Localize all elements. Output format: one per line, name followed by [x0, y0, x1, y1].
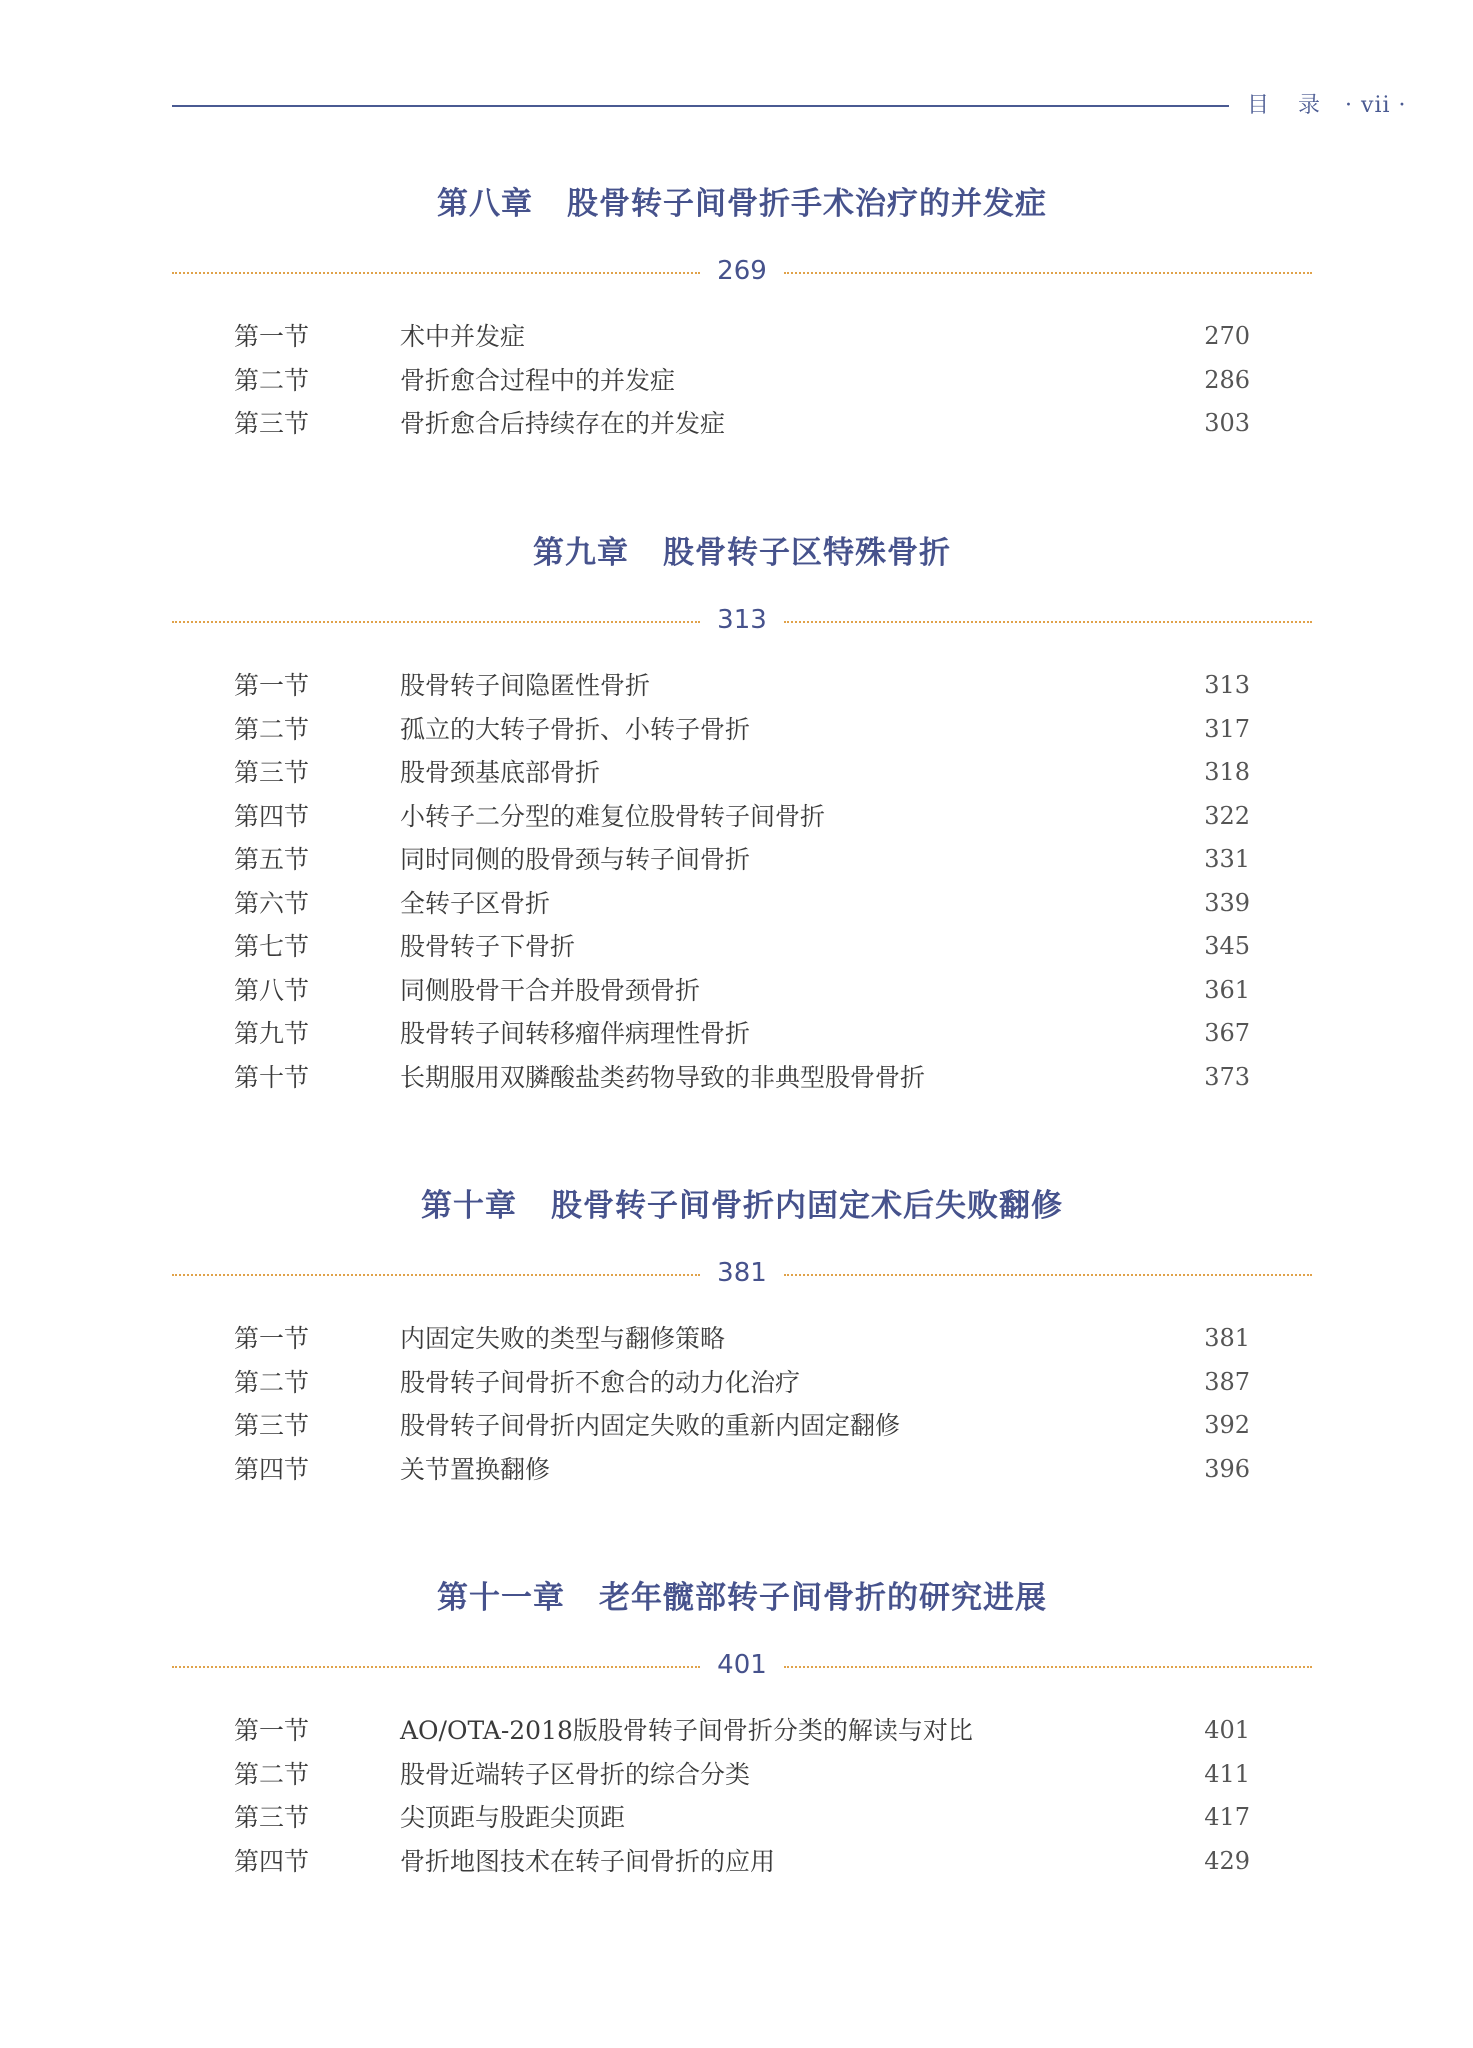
- section-page: 318: [1204, 758, 1250, 786]
- section-number: 第八节: [234, 975, 310, 1005]
- chapter-heading[interactable]: [172, 1183, 1312, 1229]
- section-number: 第二节: [234, 1759, 310, 1789]
- section-title: 术中并发症: [400, 322, 526, 351]
- chapter-page-row: [172, 1645, 1312, 1685]
- section-number: 第二节: [234, 1367, 310, 1397]
- section-title: 股骨转子间转移瘤伴病理性骨折: [400, 1019, 751, 1048]
- section-page: 270: [1204, 322, 1250, 350]
- section-title: 小转子二分型的难复位股骨转子间骨折: [400, 801, 826, 831]
- section-title: 股骨转子间骨折内固定失败的重新内固定翻修: [400, 1411, 901, 1440]
- chapter-number: 第十章: [421, 1188, 517, 1224]
- section-number: 第一节: [234, 671, 310, 700]
- chapter-number: 第八章: [437, 186, 533, 222]
- header-rule: [172, 105, 1229, 107]
- section-page: 392: [1204, 1411, 1250, 1439]
- chapter-page-row: [172, 251, 1312, 291]
- section-title: 骨折地图技术在转子间骨折的应用: [400, 1846, 776, 1876]
- section-entry[interactable]: [172, 1840, 1312, 1884]
- section-page: 345: [1204, 932, 1250, 960]
- chapter-11: [172, 1575, 1312, 1883]
- section-entry[interactable]: [172, 1753, 1312, 1797]
- section-entry[interactable]: [172, 969, 1312, 1013]
- section-number: 第二节: [234, 365, 310, 395]
- section-number: 第一节: [234, 322, 310, 351]
- section-number: 第六节: [234, 888, 310, 918]
- section-title: 同时同侧的股骨颈与转子间骨折: [400, 845, 751, 874]
- chapter-title: 股骨转子区特殊骨折: [663, 535, 951, 571]
- section-page: 429: [1204, 1846, 1250, 1875]
- section-list: [172, 1317, 1312, 1491]
- dotted-leader: [784, 1274, 1312, 1276]
- section-title: 股骨颈基底部骨折: [400, 758, 601, 787]
- section-entry[interactable]: [172, 1361, 1312, 1405]
- section-page: 417: [1204, 1803, 1250, 1831]
- section-title: 同侧股骨干合并股骨颈骨折: [400, 975, 701, 1005]
- section-page: 322: [1204, 801, 1250, 830]
- section-number: 第九节: [234, 1019, 310, 1048]
- section-title: 骨折愈合过程中的并发症: [400, 365, 676, 395]
- header-label: 录: [1298, 93, 1322, 118]
- section-entry[interactable]: [172, 1056, 1312, 1100]
- dotted-leader: [784, 1666, 1312, 1668]
- header-text: [1247, 88, 1407, 119]
- chapter-title: 股骨转子间骨折手术治疗的并发症: [567, 186, 1047, 222]
- chapter-8: [172, 181, 1312, 446]
- chapter-10: [172, 1183, 1312, 1491]
- section-entry[interactable]: [172, 1448, 1312, 1492]
- dotted-leader: [784, 272, 1312, 274]
- section-title: 股骨近端转子区骨折的综合分类: [400, 1759, 751, 1789]
- section-number: 第三节: [234, 409, 310, 438]
- section-number: 第三节: [234, 1411, 310, 1440]
- section-entry[interactable]: [172, 315, 1312, 359]
- section-page: 396: [1204, 1454, 1250, 1483]
- chapter-page-row: [172, 600, 1312, 640]
- section-entry[interactable]: [172, 1317, 1312, 1361]
- section-title: 骨折愈合后持续存在的并发症: [400, 409, 726, 438]
- section-entry[interactable]: [172, 795, 1312, 839]
- section-entry[interactable]: [172, 1404, 1312, 1448]
- section-number: 第四节: [234, 801, 310, 831]
- section-page: 411: [1204, 1759, 1250, 1788]
- section-page: 317: [1204, 714, 1250, 743]
- section-page: 381: [1204, 1324, 1250, 1352]
- section-number: 第一节: [234, 1716, 310, 1745]
- section-page: 339: [1204, 888, 1250, 917]
- section-entry[interactable]: [172, 1796, 1312, 1840]
- section-number: 第三节: [234, 1803, 310, 1832]
- section-title: 全转子区骨折: [400, 888, 551, 918]
- header-page-number: · vii ·: [1345, 93, 1407, 118]
- chapter-page-number: 381: [717, 1258, 767, 1288]
- section-page: 313: [1204, 671, 1250, 699]
- section-number: 第四节: [234, 1454, 310, 1484]
- section-entry[interactable]: [172, 1012, 1312, 1056]
- section-title: 内固定失败的类型与翻修策略: [400, 1324, 726, 1353]
- chapter-page-number: 313: [717, 605, 767, 635]
- section-number: 第四节: [234, 1846, 310, 1876]
- section-page: 361: [1204, 975, 1250, 1004]
- section-entry[interactable]: [172, 1709, 1312, 1753]
- section-title: 长期服用双膦酸盐类药物导致的非典型股骨骨折: [400, 1062, 926, 1092]
- section-page: 286: [1204, 365, 1250, 394]
- chapter-page-row: [172, 1253, 1312, 1293]
- header-label: 目: [1247, 93, 1271, 118]
- section-title: 股骨转子间隐匿性骨折: [400, 671, 651, 700]
- section-page: 367: [1204, 1019, 1250, 1047]
- section-entry[interactable]: [172, 838, 1312, 882]
- section-list: [172, 315, 1312, 446]
- section-number: 第十节: [234, 1062, 310, 1092]
- section-title: 股骨转子间骨折不愈合的动力化治疗: [400, 1367, 801, 1397]
- section-entry[interactable]: [172, 359, 1312, 403]
- section-number: 第一节: [234, 1324, 310, 1353]
- section-number: 第三节: [234, 758, 310, 787]
- section-title: 关节置换翻修: [400, 1454, 551, 1484]
- chapter-page-number: 269: [717, 256, 767, 286]
- section-list: [172, 664, 1312, 1099]
- section-page: 387: [1204, 1367, 1250, 1396]
- section-title: 孤立的大转子骨折、小转子骨折: [400, 714, 751, 744]
- chapter-title: 老年髋部转子间骨折的研究进展: [599, 1580, 1047, 1616]
- section-entry[interactable]: [172, 708, 1312, 752]
- section-entry[interactable]: [172, 882, 1312, 926]
- chapter-9: [172, 530, 1312, 1099]
- chapter-page-number: 401: [717, 1650, 767, 1680]
- chapter-title: 股骨转子间骨折内固定术后失败翻修: [551, 1188, 1063, 1224]
- dotted-leader: [784, 621, 1312, 623]
- section-page: 303: [1204, 409, 1250, 437]
- section-page: 373: [1204, 1062, 1250, 1091]
- section-number: 第二节: [234, 714, 310, 744]
- chapter-heading[interactable]: [172, 1575, 1312, 1621]
- section-list: [172, 1709, 1312, 1883]
- section-page: 331: [1204, 845, 1250, 873]
- chapter-heading[interactable]: [172, 530, 1312, 576]
- running-header: [172, 88, 1412, 128]
- section-page: 401: [1204, 1716, 1250, 1744]
- section-entry[interactable]: [172, 664, 1312, 708]
- chapter-heading[interactable]: [172, 181, 1312, 227]
- section-title: AO/OTA-2018版股骨转子间骨折分类的解读与对比: [400, 1716, 973, 1745]
- section-entry[interactable]: [172, 402, 1312, 446]
- chapter-number: 第九章: [533, 535, 629, 571]
- section-entry[interactable]: [172, 925, 1312, 969]
- section-title: 股骨转子下骨折: [400, 932, 576, 961]
- section-title: 尖顶距与股距尖顶距: [400, 1803, 626, 1832]
- section-number: 第七节: [234, 932, 310, 961]
- chapter-number: 第十一章: [437, 1580, 565, 1616]
- section-number: 第五节: [234, 845, 310, 874]
- section-entry[interactable]: [172, 751, 1312, 795]
